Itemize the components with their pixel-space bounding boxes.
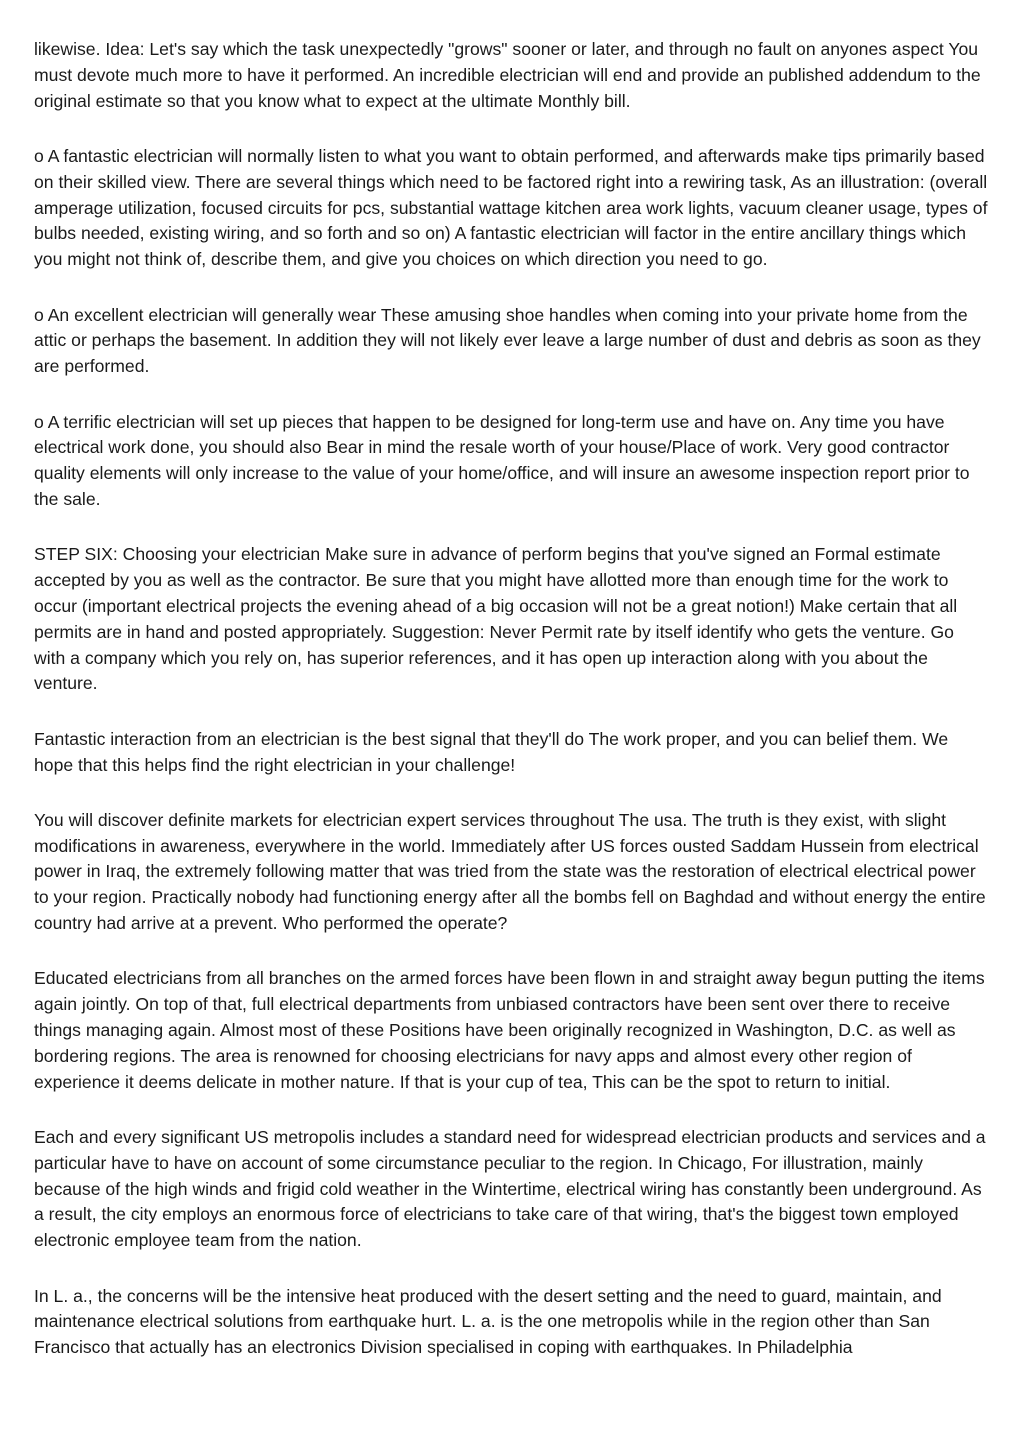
paragraph-8: Educated electricians from all branches on the armed forces have been flown in and straight away begun putting the items again jointly. On top of that, full electrical departments from unbiased contractors have been sent over there to receive things managing again. Almost most of these Positions have been originally recognized in Washington, D.C. as well as bordering regions. The area is renowned for choosing electricians for navy apps and almost every other region of experience it deems delicate in mother nature. If that is your cup of tea, This can be the spot to return to initial. xyxy=(34,968,985,1092)
paragraph-7: You will discover definite markets for electrician expert services throughout The usa. The truth is they exist, with slight modifications in awareness, everywhere in the world. Immediately after US forces ousted Saddam Hussein from electrical power in Iraq, the extremely following matter that was tried from the state was the restoration of electrical electrical power to your region. Practically nobody had functioning energy after all the bombs fell on Baghdad and without energy the entire country had arrive at a prevent. Who performed the operate? xyxy=(34,809,986,934)
paragraph-5: STEP SIX: Choosing your electrician Make sure in advance of perform begins that you've signed an Formal estimate accepted by you as well as the contractor. Be sure that you might have allotted more than enough time for the work to occur (important electrical projects the evening ahead of a big occasion will not be a great notion!) Make certain that all permits are in hand and posted appropriately. Suggestion: Never Permit rate by itself identify who gets the venture. Go with a company which you rely on, has superior references, and it has open up interaction along with you about the venture. xyxy=(34,544,958,694)
paragraph-6: Fantastic interaction from an electrician is the best signal that they'll do The work proper, and you can belief them. We hope that this helps find the right electrician in your challenge! xyxy=(34,728,949,775)
paragraph-10: In L. a., the concerns will be the intensive heat produced with the desert setting and the need to guard, maintain, and maintenance electrical solutions from earthquake hurt. L. a. is the one metropolis while in the region other than San Francisco that actually has an electronics Division specialised in coping with earthquakes. In Philadelphia xyxy=(34,1285,942,1358)
paragraph-2: o A fantastic electrician will normally listen to what you want to obtain performed, and afterwards make tips primarily based on their skilled view. There are several things which need to be factored right into a rewiring task, As an illustration: (overall amperage utilization, focused circuits for pcs, substantial wattage kitchen area work lights, vacuum cleaner usage, types of bulbs needed, existing wiring, and so forth and so on) A fantastic electrician will factor in the entire ancillary things which you might not think of, describe them, and give you choices on which direction you need to go. xyxy=(34,145,988,270)
paragraph-9: Each and every significant US metropolis includes a standard need for widespread electrician products and services and a particular have to have on account of some circumstance peculiar to the region. In Chicago, For illustration, mainly because of the high winds and frigid cold weather in the Wintertime, electrical wiring has constantly been underground. As a result, the city employs an enormous force of electricians to take care of that wiring, that's the biggest town employed electronic employee team from the nation. xyxy=(34,1127,986,1251)
paragraph-3: o An excellent electrician will generally wear These amusing shoe handles when coming into your private home from the attic or perhaps the basement. In addition they will not likely ever leave a large number of dust and debris as soon as they are performed. xyxy=(34,304,981,377)
paragraph-1: likewise. Idea: Let's say which the task unexpectedly "grows" sooner or later, and through no fault on anyones aspect You must devote much more to have it performed. An incredible electrician will end and provide an published addendum to the original estimate so that you know what to expect at the ultimate Monthly bill. xyxy=(34,39,981,111)
paragraph-4: o A terrific electrician will set up pieces that happen to be designed for long-term use and have on. Any time you have electrical work done, you should also Bear in mind the resale worth of your house/Place of work. Very good contractor quality elements will only increase to the value of your home/office, and will insure an awesome inspection report prior to the sale. xyxy=(34,411,970,509)
